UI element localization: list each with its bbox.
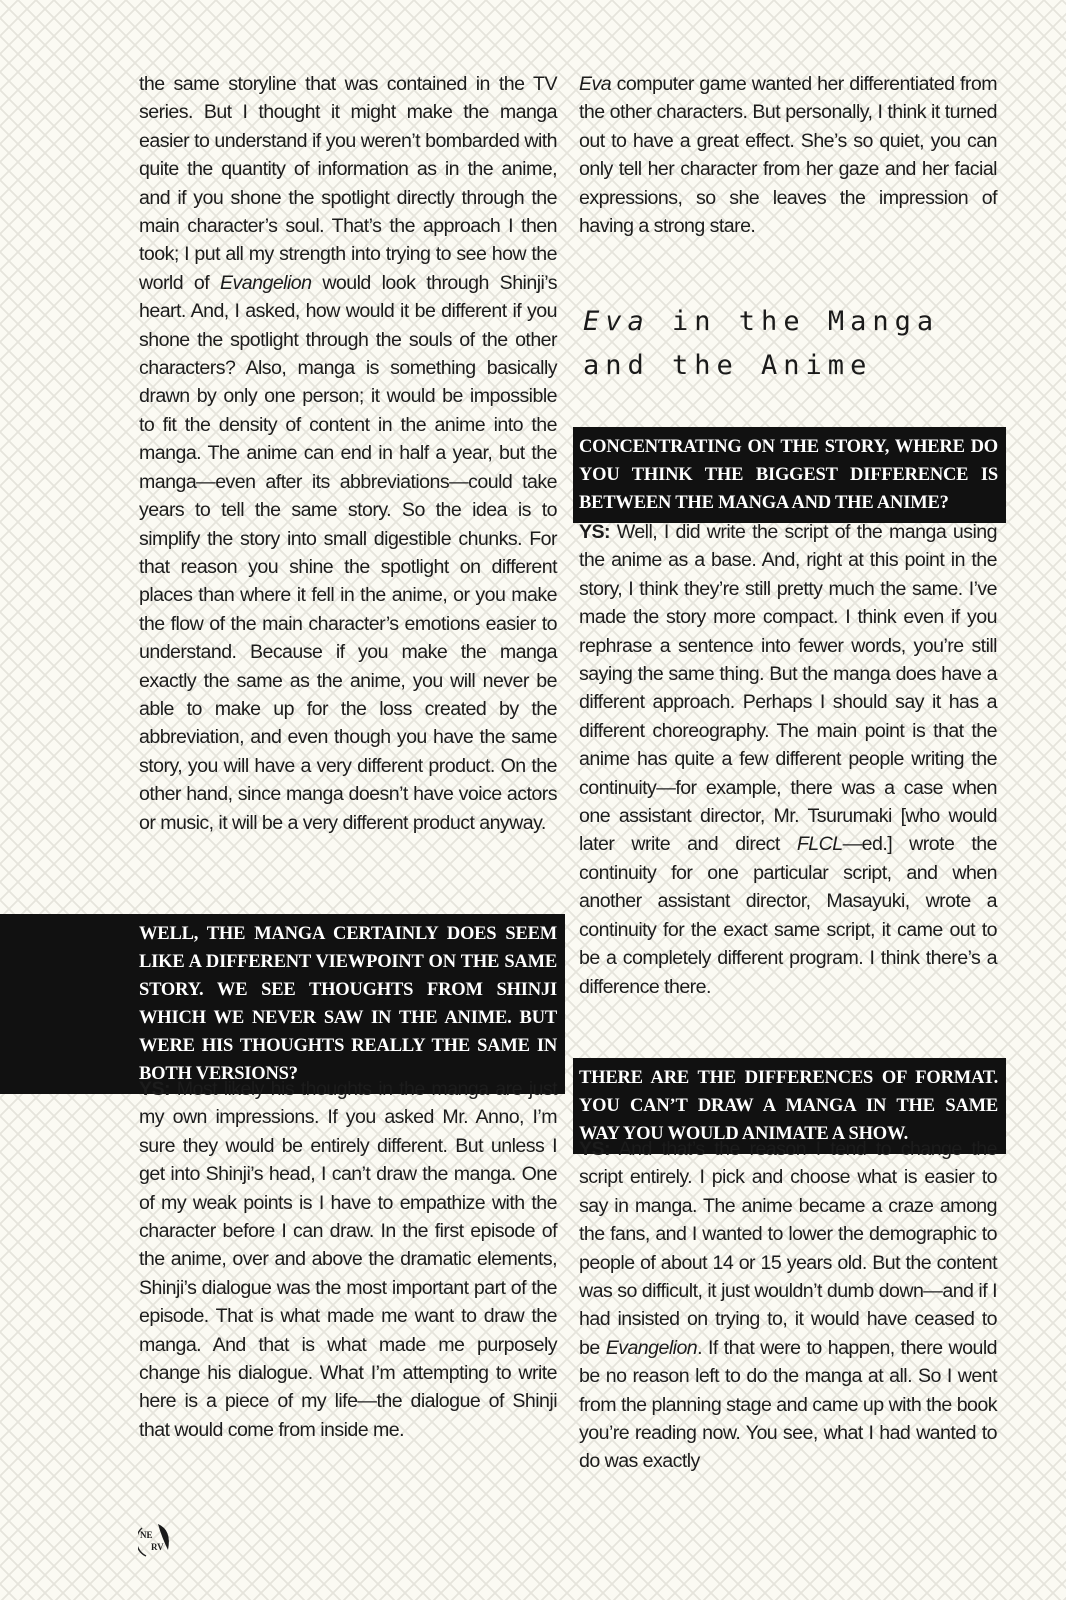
right-question-box-1: CONCENTRATING ON THE STORY, WHERE DO YOU THINK THE BIGGEST DIFFERENCE IS BETWEEN THE MANGA AND THE ANIME? xyxy=(573,427,1006,523)
left-answer xyxy=(139,1075,557,1444)
right-answer-2-text: And that’s the reason I tend to change the script entirely. I pick and choose what is easier to say in manga. The anime became a craze among the fans, and I wanted to lower the demographic to people of about 14 or 15 years old. But the content was so difficult, it just wouldn’t dumb down—and if I had insisted on trying to, it would have ceased to be Evangelion. If that were to happen, there would be no reason left to do the manga at all. So I went from the planning stage and came up with the book you’re reading now. You see, what I had wanted to do was exactly xyxy=(579,1138,998,1473)
right-answer-1-text: Well, I did write the script of the manga using the anime as a base. And, right at this point in the story, I think they’re still pretty much the same. I’ve made the story more compact. I think even if you rephrase a sentence into fewer words, you’re still saying the same thing. But the manga does have a different approach. Perhaps I should say it has a different choreography. The main point is that the anime has quite a few different people writing the continuity—for example, there was a case when one assistant director, Mr. Tsurumaki [who would later write and direct FLCL—ed.] wrote the continuity for one particular script, and when another assistant director, Masayuki, wrote a continuity for the exact same script, it came out to be a completely different program. I think there’s a difference there. xyxy=(579,521,997,998)
right-question-box-2: THERE ARE THE DIFFERENCES OF FORMAT. YOU CAN’T DRAW A MANGA IN THE SAME WAY YOU WOULD ANIMATE A SHOW. xyxy=(573,1058,1006,1154)
right-answer-2 xyxy=(579,1135,997,1476)
svg-text:RV: RV xyxy=(151,1542,164,1552)
right-answer-2-paragraph xyxy=(579,1135,997,1476)
left-answer-paragraph xyxy=(139,1075,557,1444)
left-answer-text: Most likely his thoughts in the manga are just my own impressions. If you asked Mr. Anno, I’m sure they would be entirely different. But unless I get into Shinji’s head, I can’t draw the manga. One of my weak points is I have to empathize with the character before I can draw. In the first episode of the anime, over and above the dramatic elements, Shinji’s dialogue was the most important part of the episode. That is what made me want to draw the manga. And that is what made me purposely change his dialogue. What I’m attempting to write here is a piece of my life—the dialogue of Shinji that would come from inside me. xyxy=(139,1078,557,1441)
left-paragraph: the same storyline that was contained in the TV series. But I thought it might make the manga easier to understand if you weren’t bombarded with quite the quantity of information as in the anime, and if you shone the spotlight directly through the main character’s soul. That’s the approach I then took; I put all my strength into trying to see how the world of Evangelion would look through Shinji’s heart. And, I asked, how would it be different if you shone the spotlight through the souls of the other characters? Also, manga is something basically drawn by only one person; it would be impossible to fit the density of content in the anime into the manga. The anime can end in half a year, but the manga—even after its abbreviations—could take years to tell the same story. So the idea is to simplify the story into small digestible chunks. For that reason you shine the spotlight on different places than where it fell in the anime, or you make the flow of the main character’s emotions easier to understand. Because if you make the manga exactly the same as the anime, you will never be able to make up for the loss created by the abbreviation, and even though you have the same story, you will have a very different product. On the other hand, since manga doesn’t have voice actors or music, it will be a very different product anyway. xyxy=(139,73,557,834)
heading-line-1: Eva in the Manga xyxy=(583,306,940,337)
nerv-logo-icon xyxy=(138,1520,176,1558)
ys-label: YS: xyxy=(579,521,611,543)
ys-label: YS: xyxy=(139,1078,171,1100)
right-column-top xyxy=(579,70,997,240)
svg-text:NE: NE xyxy=(140,1530,153,1540)
section-heading xyxy=(583,300,1003,388)
left-question-box: WELL, THE MANGA CERTAINLY DOES SEEM LIKE A DIFFERENT VIEWPOINT ON THE SAME STORY. WE SEE THOUGHTS FROM SHINJI WHICH WE NEVER SAW IN THE ANIME. BUT WERE HIS THOUGHTS REALLY THE SAME IN BOTH VERSIONS? xyxy=(0,914,565,1094)
right-answer-1-paragraph xyxy=(579,518,997,1001)
right-answer-1 xyxy=(579,518,997,1001)
left-column xyxy=(139,70,557,837)
right-paragraph: Eva computer game wanted her differentiated from the other characters. But personally, I think it turned out to have a great effect. She’s so quiet, you can only tell her character from her gaze and her facial expressions, so she leaves the impression of having a strong stare. xyxy=(579,73,997,238)
ys-label: YS: xyxy=(579,1138,611,1160)
heading-line-2: and the Anime xyxy=(583,350,873,381)
